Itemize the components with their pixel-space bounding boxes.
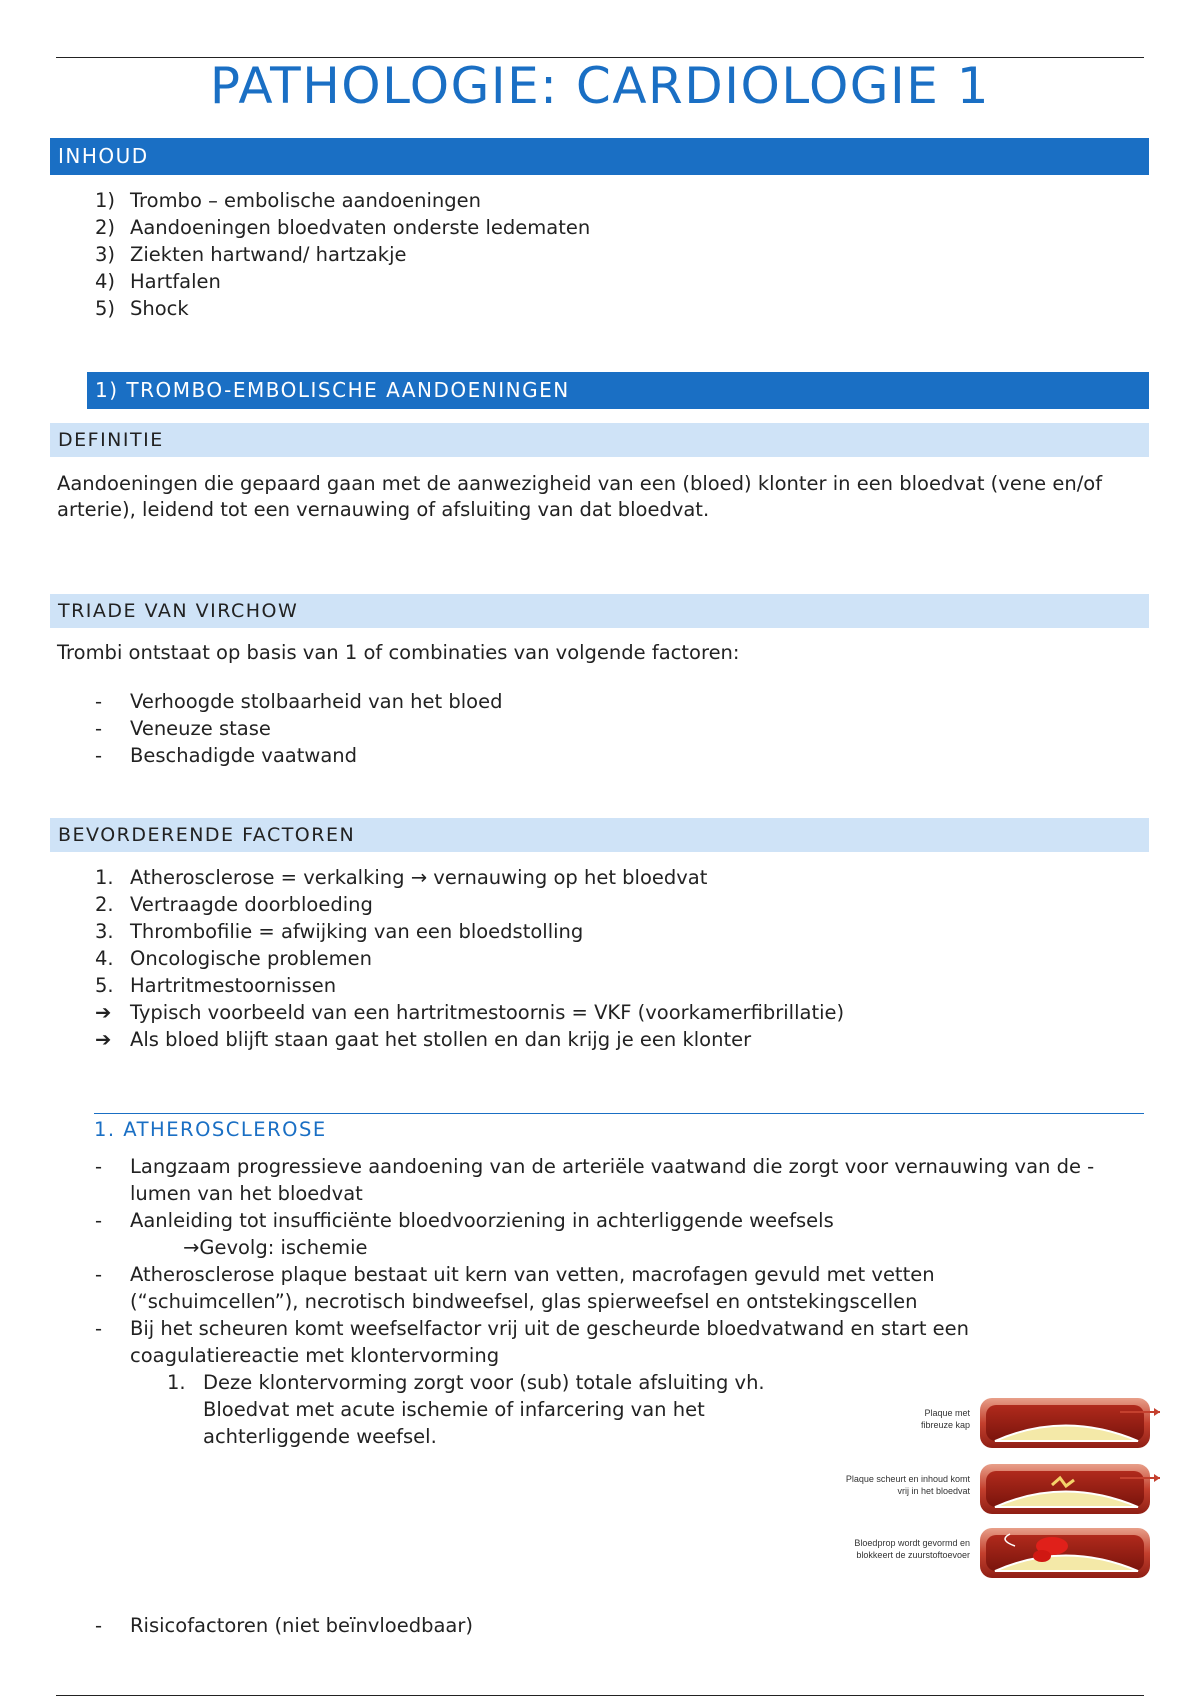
list-item: - Aanleiding tot insufficiënte bloedvoorziening in achterliggende weefsels [95,1209,834,1232]
section-divider [94,1113,1144,1114]
figure-caption: Bloedprop wordt gevormd en [854,1538,970,1548]
list-item: - Bij het scheuren komt weefselfactor vrij uit de gescheurde bloedvatwand en start een [95,1317,970,1340]
list-item-continuation: (“schuimcellen”), necrotisch bindweefsel, glas spierweefsel en ontstekingscellen [130,1290,918,1313]
list-item: 2. Vertraagde doorbloeding [95,893,373,916]
figure-caption: Plaque scheurt en inhoud komt [845,1474,970,1484]
virchow-list [95,688,502,769]
definitie-heading: DEFINITIE [50,423,1149,457]
atherosclerose-sublist [167,1369,765,1450]
figure-caption: blokkeert de zuurstoftoevoer [856,1550,970,1560]
list-item-continuation: Bloedvat met acute ischemie of infarcering van het [203,1398,705,1421]
inhoud-heading: INHOUD [50,138,1149,175]
list-item: - Atherosclerose plaque bestaat uit kern van vetten, macrofagen gevuld met vetten [95,1263,935,1286]
atherosclerose-list [95,1153,1155,1369]
list-item: 5) Shock [95,297,189,320]
list-item: - Beschadigde vaatwand [95,744,358,767]
list-item: - Langzaam progressieve aandoening van de arteriële vaatwand die zorgt voor vernauwing van de - [95,1155,1095,1178]
list-item: ➔ Als bloed blijft staan gaat het stollen en dan krijg je een klonter [95,1028,752,1051]
list-item: ➔ Typisch voorbeeld van een hartritmestoornis = VKF (voorkamerfibrillatie) [95,1001,845,1024]
list-item: - Risicofactoren (niet beïnvloedbaar) [95,1614,473,1637]
virchow-intro: Trombi ontstaat op basis van 1 of combinaties van volgende factoren: [57,641,740,664]
inhoud-list [95,187,590,322]
factoren-list [95,864,844,1053]
list-item: - Veneuze stase [95,717,271,740]
list-item: 1. Atherosclerose = verkalking → vernauwing op het bloedvat [95,866,708,889]
list-item: - Verhoogde stolbaarheid van het bloed [95,690,503,713]
list-item-continuation: achterliggende weefsel. [203,1425,437,1448]
list-item: 3. Thrombofilie = afwijking van een bloedstolling [95,920,584,943]
page-title: PATHOLOGIE: CARDIOLOGIE 1 [209,57,991,115]
risicofactoren-list [95,1612,473,1639]
bottom-rule [56,1695,1144,1696]
list-item: 1. Deze klontervorming zorgt voor (sub) totale afsluiting vh. [167,1371,765,1394]
list-item-continuation: lumen van het bloedvat [130,1182,363,1205]
list-item: 2) Aandoeningen bloedvaten onderste ledematen [95,216,591,239]
definitie-text: Aandoeningen die gepaard gaan met de aanwezigheid van een (bloed) klonter in een bloedvat (vene en/of arterie), leidend tot een vernauwing of afsluiting van dat bloedvat. [57,472,1103,521]
section-heading-trombo: 1) TROMBO-EMBOLISCHE AANDOENINGEN [87,372,1149,409]
vessel-clot-icon [980,1528,1150,1578]
list-item: 5. Hartritmestoornissen [95,974,337,997]
vessel-rupture-icon [980,1464,1160,1514]
vessel-plaque-icon [980,1398,1160,1448]
factoren-heading: BEVORDERENDE FACTOREN [50,818,1149,852]
list-item-continuation: coagulatiereactie met klontervorming [130,1344,500,1367]
figure-caption: Plaque met [924,1408,970,1418]
list-item: 4. Oncologische problemen [95,947,372,970]
plaque-rupture-figure [820,1388,1160,1588]
virchow-heading: TRIADE VAN VIRCHOW [50,594,1149,628]
list-item: 4) Hartfalen [95,270,221,293]
list-item-subline: →Gevolg: ischemie [183,1236,368,1259]
atherosclerose-heading: 1. ATHEROSCLEROSE [94,1118,327,1141]
list-item: 3) Ziekten hartwand/ hartzakje [95,243,407,266]
figure-caption: fibreuze kap [920,1420,970,1430]
list-item: 1) Trombo – embolische aandoeningen [95,189,482,212]
figure-caption: vrij in het bloedvat [897,1486,970,1496]
